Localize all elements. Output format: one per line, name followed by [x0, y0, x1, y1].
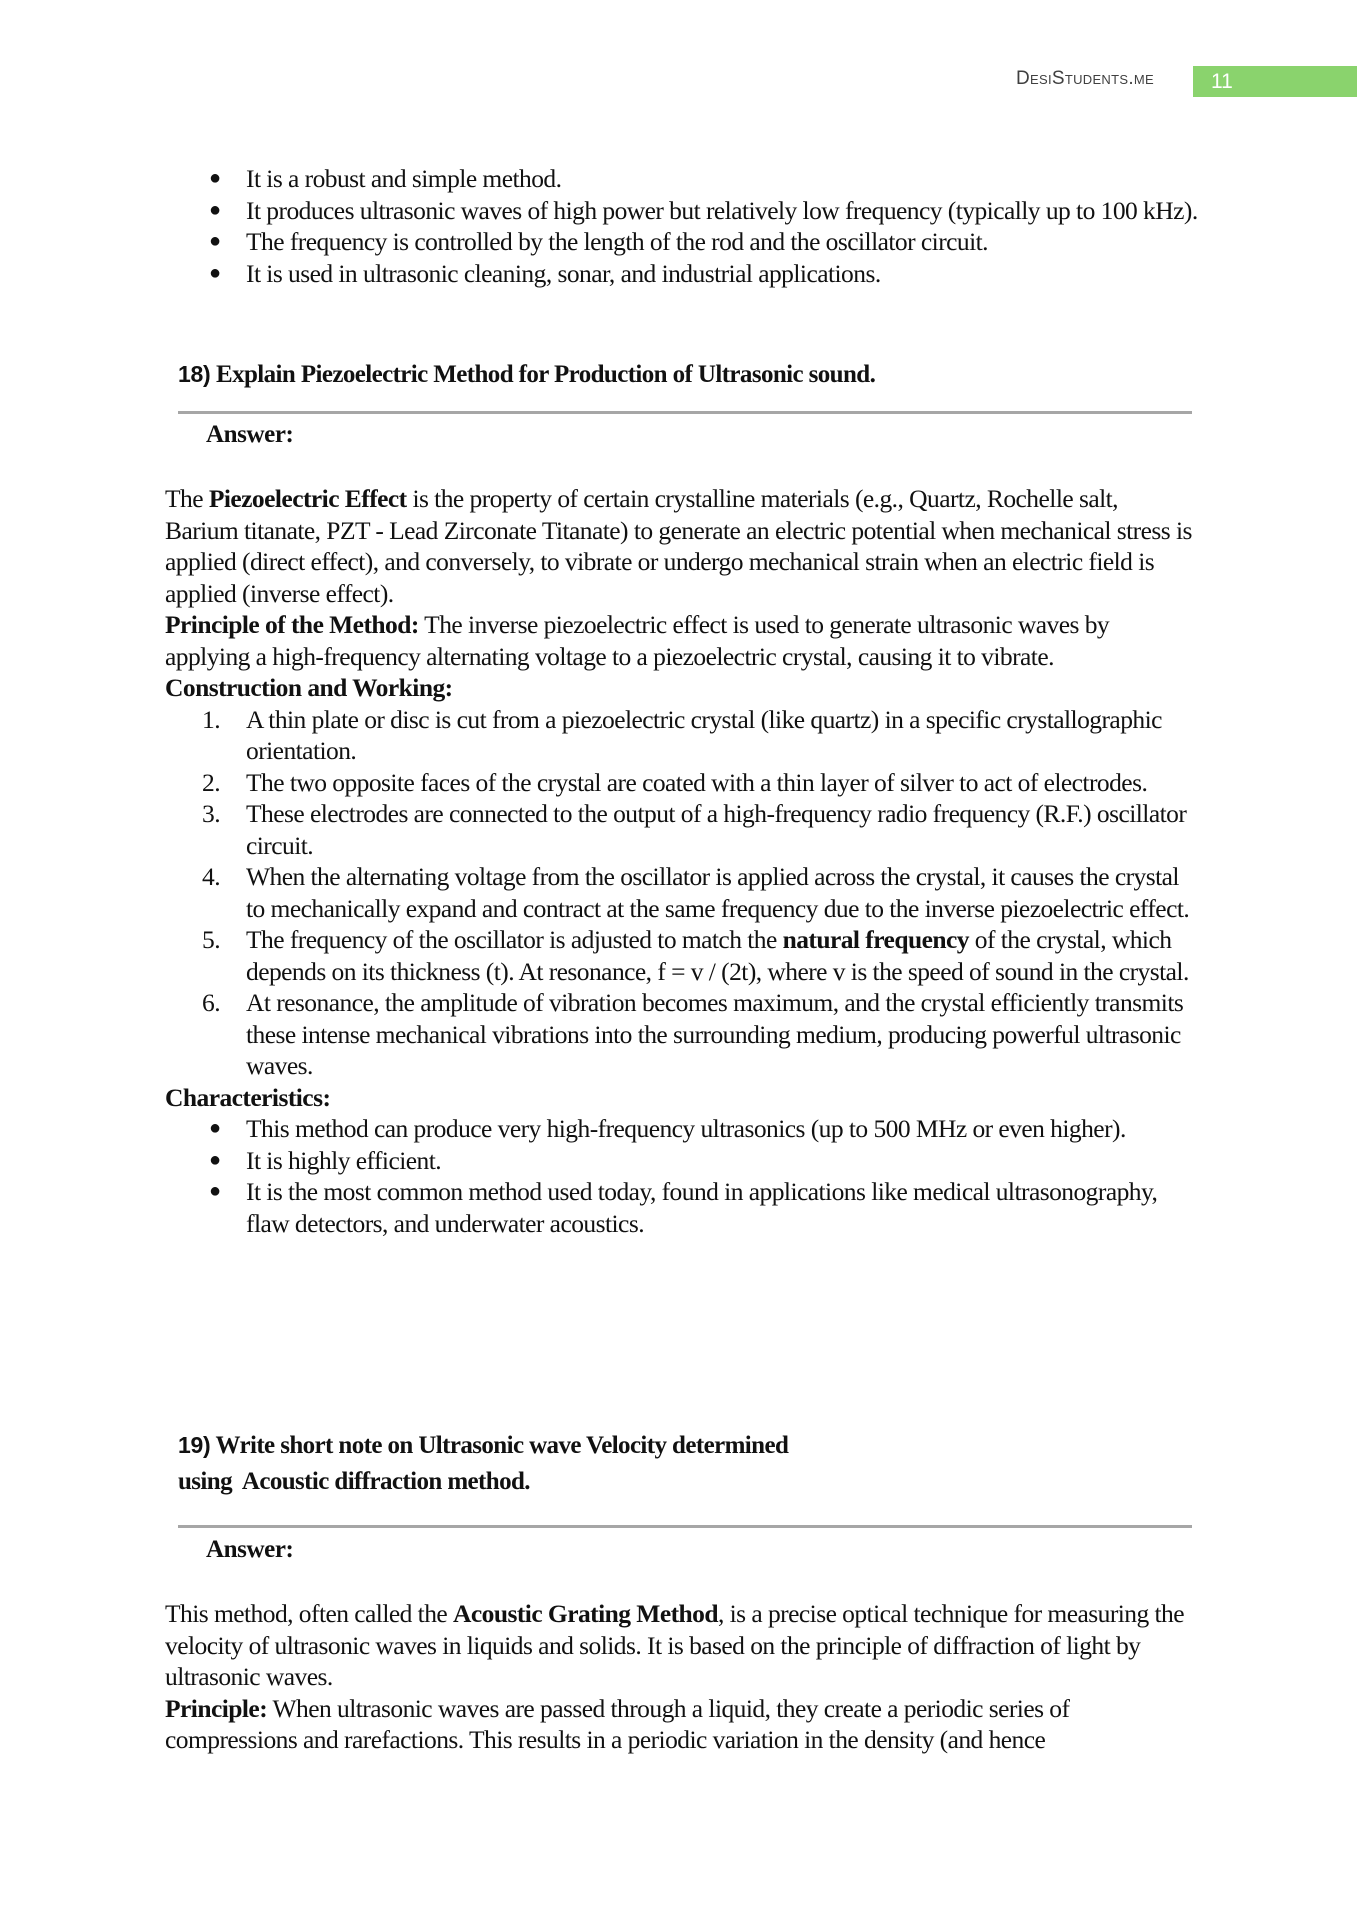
divider — [178, 1525, 1192, 1528]
bullet-icon: ● — [209, 230, 221, 252]
paragraph: Principle of the Method: The inverse piezoelectric effect is used to generate ultrasonic waves by applying a high-frequency alternating voltage to a piezoelectric crystal, causing it to vibrate. — [165, 610, 1110, 671]
list-item: ● It is used in ultrasonic cleaning, sonar, and industrial applications. — [209, 258, 881, 288]
principle-label: Principle: — [165, 1693, 268, 1723]
list-item: 3. These electrodes are connected to the output of a high-frequency radio frequency (R.F.) oscillator circuit. — [202, 799, 1187, 860]
question-18-heading: 18) Explain Piezoelectric Method for Production of Ultrasonic sound. — [178, 361, 876, 388]
list-item: ● It is highly efficient. — [209, 1145, 442, 1175]
principle-label: Principle of the Method: — [165, 610, 419, 639]
steps-list — [165, 704, 1195, 1082]
q18-answer-body — [165, 483, 1195, 1239]
bullet-icon: ● — [209, 1117, 221, 1139]
list-item: 5. The frequency of the oscillator is adjusted to match the natural frequency of the crystal, which depends on its thickness (t). At resonance, f = v / (2t), where v is the speed of sound in the crystal. — [202, 925, 1189, 986]
site-name: DesiStudents.me — [1016, 68, 1155, 89]
list-item: ● It produces ultrasonic waves of high power but relatively low frequency (typically up to 100 kHz). — [209, 195, 1198, 225]
section-heading: Characteristics: — [165, 1082, 331, 1112]
bullet-icon: ● — [209, 261, 221, 284]
list-item: ● The frequency is controlled by the length of the rod and the oscillator circuit. — [209, 227, 988, 256]
term-bold: natural frequency — [782, 925, 969, 954]
list-item: 4. When the alternating voltage from the oscillator is applied across the crystal, it causes the crystal to mechanically expand and contract at the same frequency due to the inverse piezoelectric effect. — [202, 862, 1190, 923]
page-number-badge: 11 — [1193, 66, 1357, 97]
list-item: 1. A thin plate or disc is cut from a piezoelectric crystal (like quartz) in a specific crystallographic orientation. — [202, 704, 1162, 765]
term-bold: Acoustic Grating Method — [453, 1599, 718, 1628]
section-heading: Construction and Working: — [165, 673, 453, 702]
bullet-icon: ● — [209, 198, 221, 221]
list-item: ● This method can produce very high-frequency ultrasonics (up to 500 MHz or even higher). — [209, 1114, 1126, 1143]
bullet-icon: ● — [209, 167, 221, 189]
answer-label: Answer: — [206, 421, 294, 448]
intro-bullet-list — [209, 163, 1206, 289]
bullet-icon: ● — [209, 1148, 221, 1171]
divider — [178, 411, 1192, 414]
q19-answer-body — [165, 1598, 1197, 1756]
list-item: 2. The two opposite faces of the crystal are coated with a thin layer of silver to act of electrodes. — [202, 767, 1148, 797]
bullet-icon: ● — [209, 1180, 221, 1202]
paragraph: This method, often called the Acoustic Grating Method, is a precise optical technique for measuring the velocity of ultrasonic waves in liquids and solids. It is based on the principle of diffraction of light by ultrasonic waves. — [165, 1599, 1185, 1691]
answer-label: Answer: — [206, 1536, 294, 1563]
paragraph: The Piezoelectric Effect is the property of certain crystalline materials (e.g., Quartz, Rochelle salt, Barium titanate, PZT - Lead Zirconate Titanate) to generate an electric potential when mechanical stress is applied (direct effect), and conversely, to vibrate or undergo mechanical strain when an electric field is applied (inverse effect). — [165, 484, 1192, 608]
term-bold: Piezoelectric Effect — [208, 484, 407, 513]
list-item: 6. At resonance, the amplitude of vibration becomes maximum, and the crystal efficiently transmits these intense mechanical vibrations into the surrounding medium, producing powerful ultrasonic waves. — [202, 988, 1184, 1080]
list-item: ● It is a robust and simple method. — [209, 164, 562, 193]
list-item: ● It is the most common method used today, found in applications like medical ultrasonography, flaw detectors, and underwater acoustics. — [209, 1177, 1158, 1238]
characteristics-list — [165, 1113, 1195, 1239]
paragraph: Principle: When ultrasonic waves are passed through a liquid, they create a periodic series of compressions and rarefactions. This results in a periodic variation in the density (and hence — [165, 1693, 1070, 1754]
question-19-heading: 19) Write short note on Ultrasonic wave Velocity determined using Acoustic diffraction method. — [178, 1432, 789, 1495]
